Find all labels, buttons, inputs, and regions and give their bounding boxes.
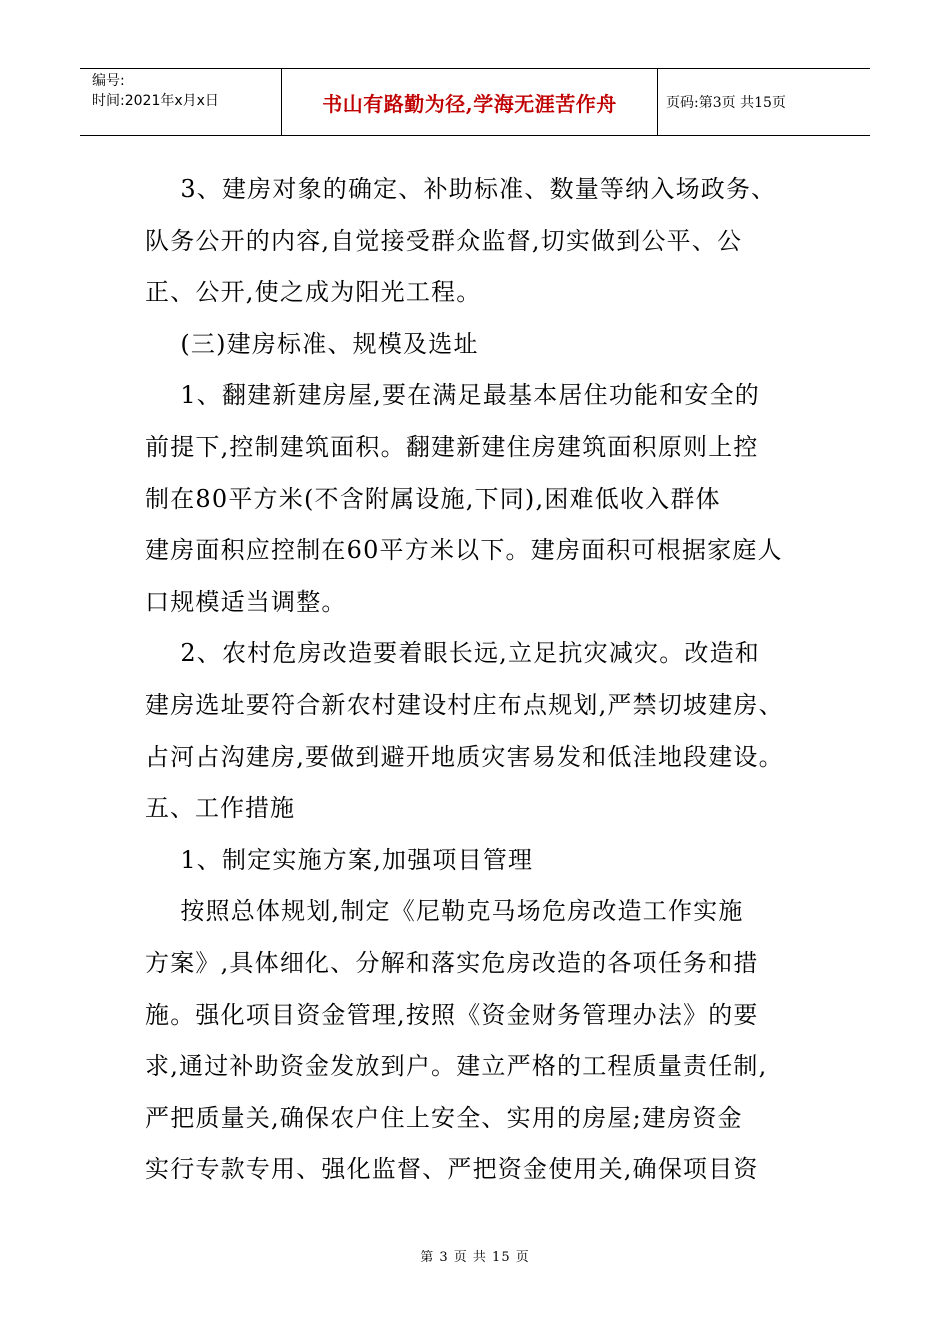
header-motto: 书山有路勤为径,学海无涯苦作舟 (282, 69, 658, 135)
document-body (145, 164, 805, 1196)
body-line: 1、翻建新建房屋,要在满足最基本居住功能和安全的 (145, 381, 761, 410)
body-line: 建房面积应控制在60平方米以下。建房面积可根据家庭人 (145, 536, 783, 565)
subsection-heading: (三)建房标准、规模及选址 (145, 329, 479, 358)
body-line: 施。强化项目资金管理,按照《资金财务管理办法》的要 (145, 1000, 759, 1029)
body-line: 建房选址要符合新农村建设村庄布点规划,严禁切坡建房、 (145, 690, 784, 719)
body-line: 3、建房对象的确定、补助标准、数量等纳入场政务、 (145, 175, 777, 203)
document-date: 时间:2021年x月x日 (92, 93, 219, 109)
document-number-label: 编号: (92, 73, 125, 89)
page-footer: 第 3 页 共 15 页 (420, 1250, 530, 1265)
body-line: 2、农村危房改造要着眼长远,立足抗灾减灾。改造和 (145, 639, 761, 668)
subsection-heading: 1、制定实施方案,加强项目管理 (145, 845, 534, 874)
section-heading: 五、工作措施 (145, 794, 295, 823)
body-line: 求,通过补助资金发放到户。建立严格的工程质量责任制, (145, 1052, 768, 1081)
body-line: 制在80平方米(不含附属设施,下同),困难低收入群体 (145, 484, 721, 513)
page-header (80, 68, 870, 136)
body-line: 方案》,具体细化、分解和落实危房改造的各项任务和措 (145, 948, 759, 977)
body-line: 按照总体规划,制定《尼勒克马场危房改造工作实施 (145, 897, 744, 926)
header-meta (80, 69, 282, 135)
body-line: 实行专款专用、强化监督、严把资金使用关,确保项目资 (145, 1155, 759, 1184)
body-line: 占河占沟建房,要做到避开地质灾害易发和低洼地段建设。 (145, 742, 784, 771)
header-page-number: 页码:第3页 共15页 (666, 95, 786, 111)
body-line: 口规模适当调整。 (145, 587, 347, 616)
body-line: 正、公开,使之成为阳光工程。 (145, 278, 482, 307)
body-line: 严把质量关,确保农户住上安全、实用的房屋;建房资金 (145, 1103, 743, 1132)
body-line: 队务公开的内容,自觉接受群众监督,切实做到公平、公 (145, 226, 743, 255)
body-line: 前提下,控制建筑面积。翻建新建住房建筑面积原则上控 (145, 432, 759, 461)
